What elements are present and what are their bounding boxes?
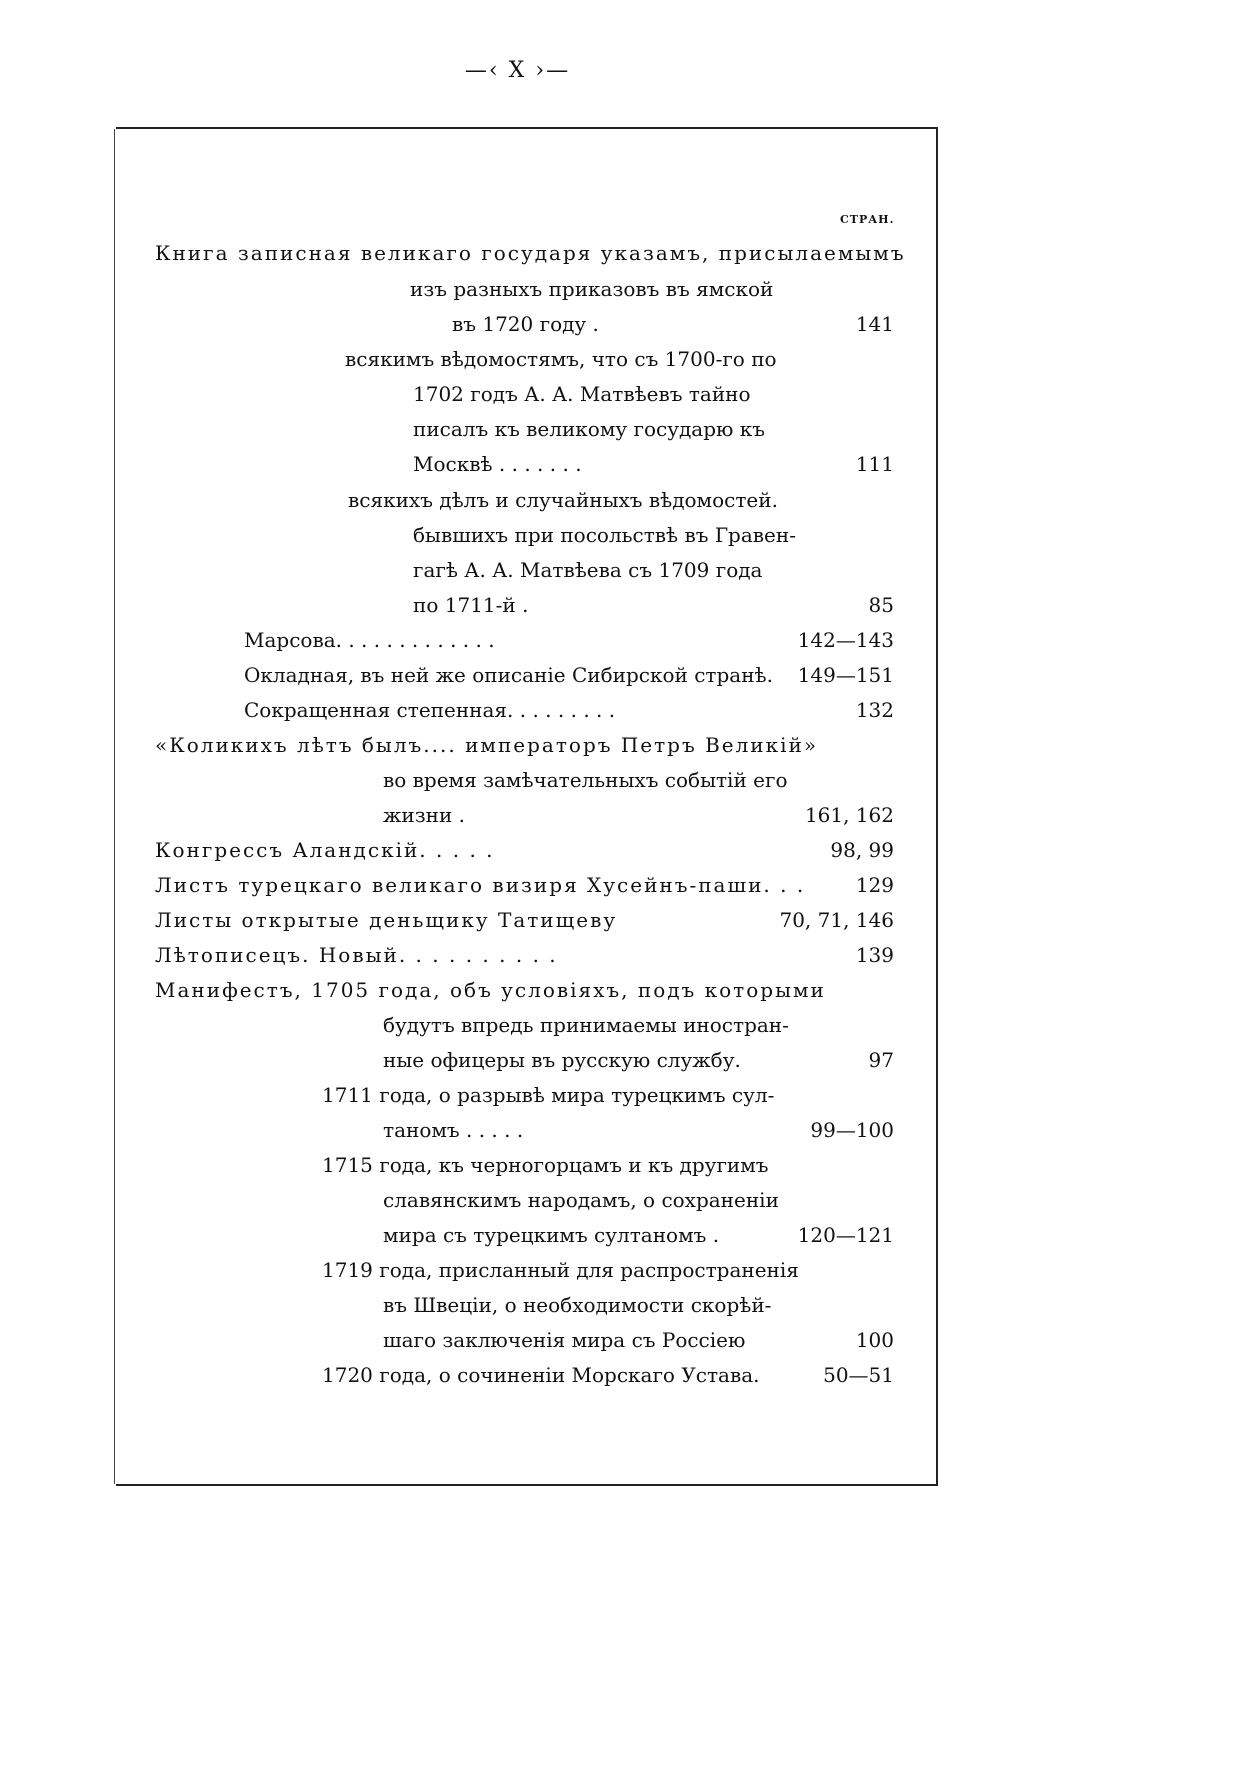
entry-text: Конгрессъ Аландскій. . . . . [155,838,495,862]
entry-text: бывшихъ при посольствѣ въ Гравен- [413,523,796,547]
entry-page: 85 [868,593,894,617]
entry-text: въ Швеціи, о необходимости скорѣй- [383,1293,772,1317]
entry-text: Окладная, въ ней же описаніе Сибирской странѣ. [244,663,773,687]
entry-page: 129 [855,873,894,897]
entry-page: 120—121 [797,1223,894,1247]
column-header: СТРАН. [840,213,895,226]
entry-text: въ 1720 году . [452,312,599,336]
entry-page: 111 [855,452,894,476]
entry-text: таномъ . . . . . [383,1118,524,1142]
entry-page: 161, 162 [804,803,894,827]
entry-page: 50—51 [823,1363,894,1387]
entry-text: Москвѣ . . . . . . . [413,452,582,476]
entry-text: мира съ турецкимъ султаномъ . [383,1223,720,1247]
entry-text: гагѣ А. А. Матвѣева съ 1709 года [413,558,763,582]
entry-text: будутъ впредь принимаемы иностран- [383,1013,789,1037]
page-number: —‹ X ›— [464,58,571,83]
entry-text: всякихъ дѣлъ и случайныхъ вѣдомостей. [348,488,778,512]
entry-text: Марсова. . . . . . . . . . . . . [244,628,495,652]
entry-page: 70, 71, 146 [779,908,894,932]
entry-page: 142—143 [797,628,894,652]
entry-text: славянскимъ народамъ, о сохраненіи [383,1188,779,1212]
entry-page: 149—151 [797,663,894,687]
entry-text: «Коликихъ лѣтъ былъ.... императоръ Петръ Великій» [155,733,819,757]
entry-text: шаго заключенія мира съ Россіею [383,1328,746,1352]
entry-text: по 1711-й . [413,593,529,617]
entry-text: Книга записная великаго государя указамъ, присылаемымъ [155,241,906,265]
entry-text: Лѣтописецъ. Новый. . . . . . . . . . [155,943,558,967]
entry-page: 141 [855,312,894,336]
entry-page: 98, 99 [830,838,894,862]
entry-text: во время замѣчательныхъ событій его [383,768,788,792]
entry-page: 139 [855,943,894,967]
entry-text: жизни . [383,803,466,827]
entry-text: изъ разныхъ приказовъ въ ямской [410,277,774,301]
entry-text: 1715 года, къ черногорцамъ и къ другимъ [322,1153,769,1177]
entry-page: 97 [868,1048,894,1072]
entry-text: Манифестъ, 1705 года, объ условіяхъ, подъ которыми [155,978,826,1002]
entry-text: 1719 года, присланный для распространенія [322,1258,799,1282]
entry-text: Сокращенная степенная. . . . . . . . . [244,698,616,722]
entry-text: писалъ къ великому государю къ [413,417,766,441]
entry-page: 132 [855,698,894,722]
entry-page: 99—100 [810,1118,894,1142]
entry-text: Листъ турецкаго великаго визиря Хусейнъ-паши. . . [155,873,806,897]
entry-page: 100 [855,1328,894,1352]
entry-text: 1711 года, о разрывѣ мира турецкимъ сул- [322,1083,775,1107]
entry-text: 1702 годъ А. А. Матвѣевъ тайно [413,382,751,406]
entry-text: 1720 года, о сочиненіи Морскаго Устава. [322,1363,760,1387]
entry-text: Листы открытые деньщику Татищеву [155,908,618,932]
entry-text: ные офицеры въ русскую службу. [383,1048,741,1072]
entry-text: всякимъ вѣдомостямъ, что съ 1700-го по [345,347,777,371]
